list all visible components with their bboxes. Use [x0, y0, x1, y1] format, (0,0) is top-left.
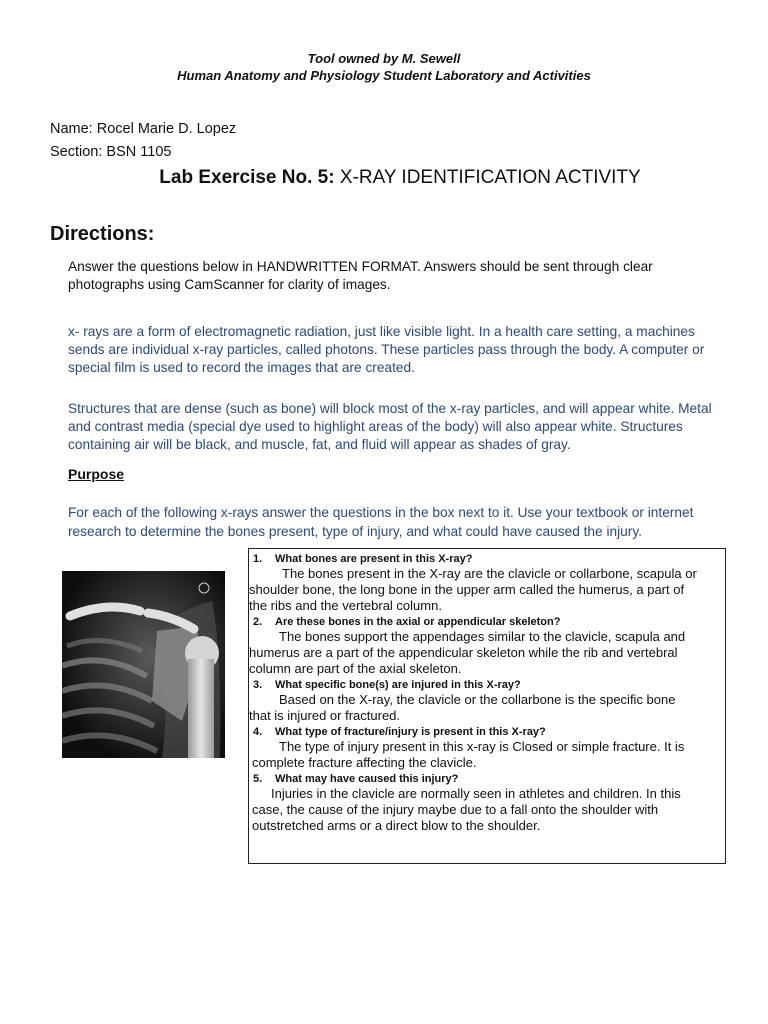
answer-5: Injuries in the clavicle are normally seen in athletes and children. In this case, the cause of the injury maybe due to a fall onto the shoulder with outstretched arms or a direct blow to the shoulder. [252, 786, 681, 833]
explanation-line: and contrast media (special dye used to highlight areas of the body) will also appear white. Structures [68, 419, 683, 434]
header-course: Human Anatomy and Physiology Student Laboratory and Activities [177, 68, 591, 83]
student-section: Section: BSN 1105 [50, 144, 172, 160]
shoulder-xray-image [62, 571, 225, 758]
answer-2: The bones support the appendages similar to the clavicle, scapula and humerus are a part of the appendicular skeleton while the rib and vertebral column are part of the axial skeleton. [249, 629, 686, 676]
question-1: 1. What bones are present in this X-ray? [253, 553, 473, 565]
answer-4: The type of injury present in this x-ray is Closed or simple fracture. It is complete fracture affecting the clavicle. [252, 739, 685, 770]
title-activity: X-RAY IDENTIFICATION ACTIVITY [339, 167, 641, 188]
question-answer-box [248, 548, 726, 864]
page-title [0, 167, 768, 189]
header-owner: Tool owned by M. Sewell [307, 51, 461, 66]
explanation-line: sends are individual x-ray particles, called photons. These particles pass through the body. A computer or [68, 342, 705, 357]
xray-explanation [68, 323, 728, 377]
purpose-line: For each of the following x-rays answer the questions in the box next to it. Use your textbook or internet [68, 505, 694, 520]
purpose-text [68, 503, 728, 541]
question-4: 4. What type of fracture/injury is present in this X-ray? [253, 726, 546, 738]
question-2: 2. Are these bones in the axial or appendicular skeleton? [253, 616, 561, 628]
explanation-line: x- rays are a form of electromagnetic radiation, just like visible light. In a health care setting, a machines [68, 324, 695, 339]
directions-line: Answer the questions below in HANDWRITTEN FORMAT. Answers should be sent through clear [68, 259, 653, 274]
density-explanation [68, 400, 728, 454]
title-lab-number: Lab Exercise No. 5: [159, 167, 335, 188]
answer-1: The bones present in the X-ray are the clavicle or collarbone, scapula or shoulder bone, the long bone in the upper arm called the humerus, a part of the ribs and the vertebral column. [249, 566, 697, 613]
question-5: 5. What may have caused this injury? [253, 773, 459, 785]
directions-heading: Directions: [50, 223, 155, 245]
directions-line: photographs using CamScanner for clarity of images. [68, 277, 391, 292]
answer-3: Based on the X-ray, the clavicle or the collarbone is the specific bone that is injured or fractured. [249, 692, 676, 723]
purpose-heading: Purpose [68, 466, 125, 482]
explanation-line: special film is used to record the images that are created. [68, 360, 415, 375]
directions-instructions [68, 258, 728, 294]
question-3: 3. What specific bone(s) are injured in this X-ray? [253, 679, 521, 691]
explanation-line: containing air will be black, and muscle, fat, and fluid will appear as shades of gray. [68, 437, 571, 452]
purpose-line: research to determine the bones present, type of injury, and what could have caused the injury. [68, 524, 642, 539]
explanation-line: Structures that are dense (such as bone) will block most of the x-ray particles, and will appear white. Metal [68, 401, 712, 416]
xray-graphic [62, 571, 225, 758]
student-name: Name: Rocel Marie D. Lopez [50, 121, 237, 137]
